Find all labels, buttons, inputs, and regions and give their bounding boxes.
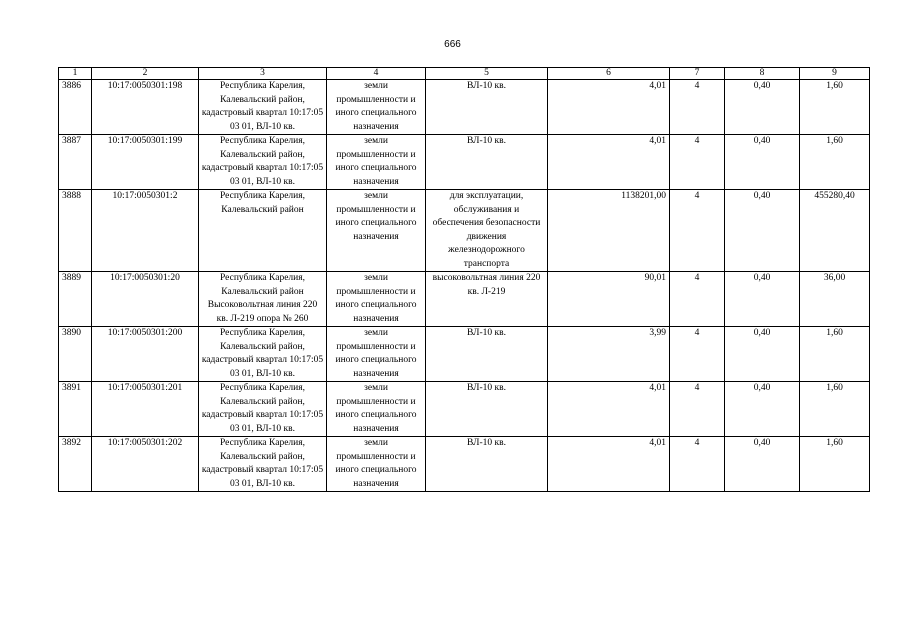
row-number-cell: 3892: [59, 437, 92, 492]
cadastral-number-cell: 10:17:0050301:200: [92, 327, 199, 382]
column-9-cell: 1,60: [800, 437, 870, 492]
area-cell: 4,01: [548, 382, 670, 437]
location-cell: Республика Карелия, Калевальский район Высоковольтная линия 220 кв. Л-219 опора № 260: [199, 272, 327, 327]
column-8-cell: 0,40: [725, 272, 800, 327]
table-row: [59, 190, 870, 272]
permitted-use-cell: ВЛ-10 кв.: [426, 437, 548, 492]
location-cell: Республика Карелия, Калевальский район, кадастровый квартал 10:17:05 03 01, ВЛ-10 кв.: [199, 437, 327, 492]
permitted-use-cell: высоковольтная линия 220 кв. Л-219: [426, 272, 548, 327]
row-number-cell: 3889: [59, 272, 92, 327]
location-cell: Республика Карелия, Калевальский район, кадастровый квартал 10:17:05 03 01, ВЛ-10 кв.: [199, 135, 327, 190]
column-7-cell: 4: [670, 190, 725, 272]
column-9-cell: 1,60: [800, 135, 870, 190]
land-category-cell: земли промышленности и иного специального назначения: [327, 80, 426, 135]
cadastral-number-cell: 10:17:0050301:198: [92, 80, 199, 135]
land-category-cell: земли промышленности и иного специального назначения: [327, 437, 426, 492]
permitted-use-cell: ВЛ-10 кв.: [426, 327, 548, 382]
row-number-cell: 3887: [59, 135, 92, 190]
column-header: 9: [800, 68, 870, 80]
land-category-cell: земли промышленности и иного специального назначения: [327, 190, 426, 272]
area-cell: 90,01: [548, 272, 670, 327]
table-row: [59, 327, 870, 382]
column-header: 2: [92, 68, 199, 80]
cadastral-number-cell: 10:17:0050301:199: [92, 135, 199, 190]
cadastral-number-cell: 10:17:0050301:201: [92, 382, 199, 437]
permitted-use-cell: ВЛ-10 кв.: [426, 382, 548, 437]
column-9-cell: 455280,40: [800, 190, 870, 272]
table-row: [59, 80, 870, 135]
column-7-cell: 4: [670, 135, 725, 190]
permitted-use-cell: для эксплуатации, обслуживания и обеспечения безопасности движения железнодорожного транспорта: [426, 190, 548, 272]
location-cell: Республика Карелия, Калевальский район, кадастровый квартал 10:17:05 03 01, ВЛ-10 кв.: [199, 382, 327, 437]
location-cell: Республика Карелия, Калевальский район, кадастровый квартал 10:17:05 03 01, ВЛ-10 кв.: [199, 327, 327, 382]
row-number-cell: 3891: [59, 382, 92, 437]
column-8-cell: 0,40: [725, 80, 800, 135]
cadastral-number-cell: 10:17:0050301:2: [92, 190, 199, 272]
row-number-cell: 3890: [59, 327, 92, 382]
page-number: 666: [444, 39, 461, 50]
permitted-use-cell: ВЛ-10 кв.: [426, 80, 548, 135]
column-8-cell: 0,40: [725, 190, 800, 272]
column-8-cell: 0,40: [725, 135, 800, 190]
land-register-table: [58, 67, 870, 492]
table-row: [59, 437, 870, 492]
column-header: 8: [725, 68, 800, 80]
table-row: [59, 272, 870, 327]
area-cell: 4,01: [548, 80, 670, 135]
column-8-cell: 0,40: [725, 437, 800, 492]
location-cell: Республика Карелия, Калевальский район, кадастровый квартал 10:17:05 03 01, ВЛ-10 кв.: [199, 80, 327, 135]
column-header: 4: [327, 68, 426, 80]
land-category-cell: земли промышленности и иного специального назначения: [327, 327, 426, 382]
land-category-cell: земли промышленности и иного специального назначения: [327, 382, 426, 437]
header-row: [59, 68, 870, 80]
column-7-cell: 4: [670, 80, 725, 135]
area-cell: 4,01: [548, 135, 670, 190]
column-9-cell: 1,60: [800, 382, 870, 437]
area-cell: 1138201,00: [548, 190, 670, 272]
location-cell: Республика Карелия, Калевальский район: [199, 190, 327, 272]
column-header: 5: [426, 68, 548, 80]
column-9-cell: 1,60: [800, 80, 870, 135]
row-number-cell: 3888: [59, 190, 92, 272]
column-9-cell: 1,60: [800, 327, 870, 382]
cadastral-number-cell: 10:17:0050301:20: [92, 272, 199, 327]
row-number-cell: 3886: [59, 80, 92, 135]
column-header: 3: [199, 68, 327, 80]
land-category-cell: земли промышленности и иного специального назначения: [327, 135, 426, 190]
table-row: [59, 135, 870, 190]
column-7-cell: 4: [670, 382, 725, 437]
column-header: 6: [548, 68, 670, 80]
column-8-cell: 0,40: [725, 327, 800, 382]
column-7-cell: 4: [670, 437, 725, 492]
column-8-cell: 0,40: [725, 382, 800, 437]
land-category-cell: земли промышленности и иного специального назначения: [327, 272, 426, 327]
column-9-cell: 36,00: [800, 272, 870, 327]
cadastral-number-cell: 10:17:0050301:202: [92, 437, 199, 492]
column-7-cell: 4: [670, 327, 725, 382]
column-7-cell: 4: [670, 272, 725, 327]
column-header: 7: [670, 68, 725, 80]
table-row: [59, 382, 870, 437]
area-cell: 4,01: [548, 437, 670, 492]
permitted-use-cell: ВЛ-10 кв.: [426, 135, 548, 190]
column-header: 1: [59, 68, 92, 80]
area-cell: 3,99: [548, 327, 670, 382]
